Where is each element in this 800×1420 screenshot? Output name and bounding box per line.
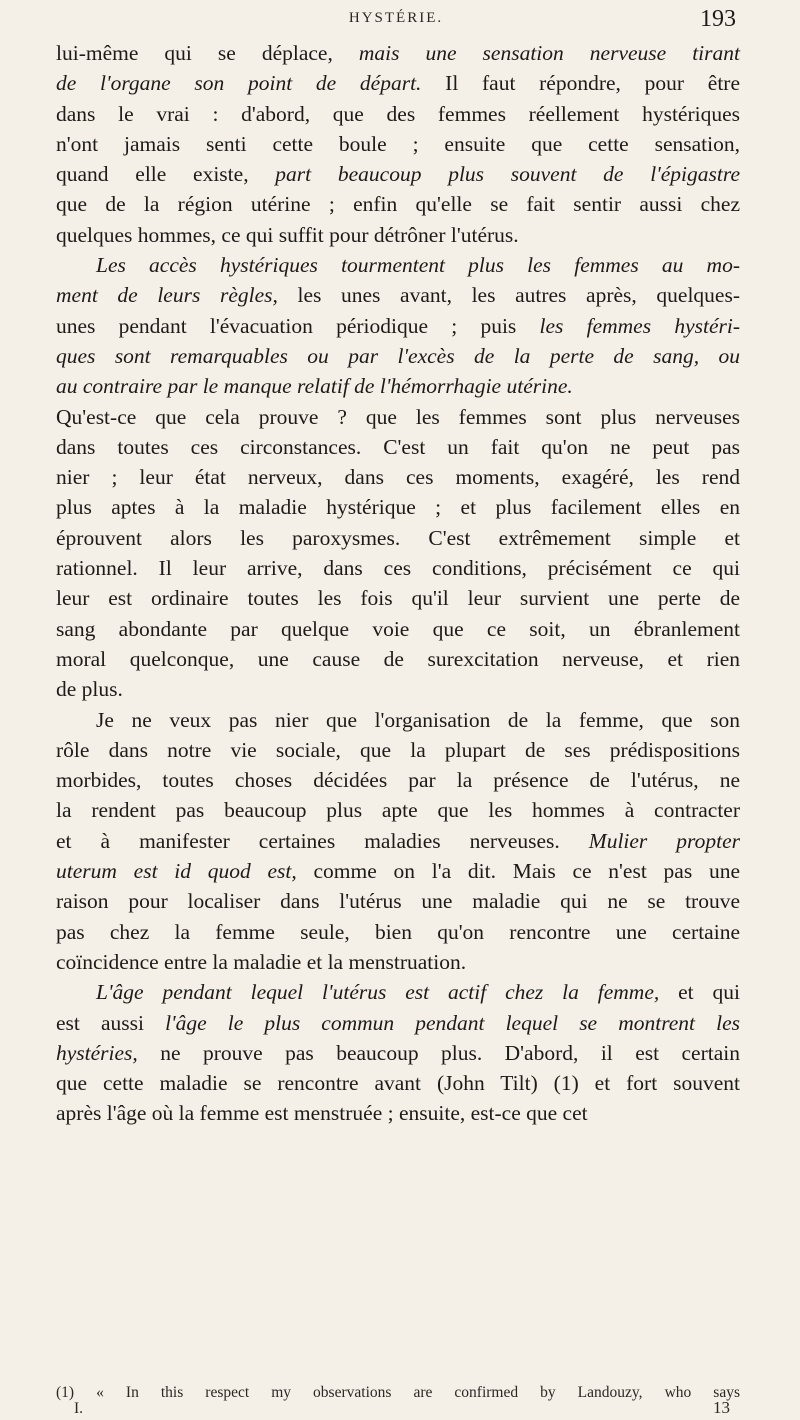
italic-text: uterum est id quod est, bbox=[56, 859, 297, 884]
text-run: et qui bbox=[659, 980, 740, 1005]
text-run: les unes avant, les autres après, quelques- bbox=[277, 283, 740, 308]
text-run bbox=[699, 344, 718, 368]
text-line bbox=[56, 311, 740, 341]
text-line bbox=[56, 99, 740, 129]
text-line bbox=[56, 159, 740, 189]
italic-text: de l'organe son point de départ. bbox=[56, 71, 422, 96]
text-line bbox=[56, 129, 740, 159]
text-line bbox=[56, 462, 740, 492]
text-run: rôle dans notre vie sociale, que la plupart de ses prédispositions bbox=[56, 737, 740, 762]
text-run: nier ; leur état nerveux, dans ces moments, exagéré, les rend bbox=[56, 465, 740, 490]
italic-text: mais une sensation nerveuse tirant bbox=[358, 41, 740, 65]
page-number: 193 bbox=[700, 6, 736, 32]
text-run: dans toutes ces circonstances. C'est un fait qu'on ne peut pas bbox=[56, 434, 740, 459]
italic-text: ques sont remarquables ou par l'excès de la perte de sang, bbox=[56, 343, 700, 368]
text-line bbox=[56, 189, 740, 219]
text-run: leur est ordinaire toutes les fois qu'il leur survient une perte de bbox=[56, 586, 740, 611]
text-line bbox=[56, 220, 740, 250]
body-text bbox=[56, 38, 740, 1129]
text-line bbox=[56, 886, 740, 916]
text-line bbox=[56, 371, 740, 401]
text-run: Qu'est-ce que cela prouve ? que les femmes sont plus nerveuses bbox=[56, 404, 740, 429]
text-run: dans le vrai : d'abord, que des femmes réellement hystériques bbox=[56, 101, 740, 126]
text-line bbox=[56, 614, 740, 644]
italic-text: Mulier propter bbox=[588, 828, 741, 853]
text-run: la rendent pas beaucoup plus apte que les hommes à contracter bbox=[56, 798, 740, 823]
text-run: sang abondante par quelque voie que ce soit, un ébranlement bbox=[56, 616, 740, 641]
text-run: quand elle existe, bbox=[56, 162, 276, 187]
text-line bbox=[56, 705, 740, 735]
text-run: lui-même qui se déplace, bbox=[56, 41, 359, 65]
text-run: après l'âge où la femme est menstruée ; ensuite, est-ce que cet bbox=[56, 1101, 588, 1126]
running-head bbox=[56, 6, 736, 36]
text-line bbox=[56, 38, 740, 68]
text-run: pas chez la femme seule, bien qu'on rencontre une certaine bbox=[56, 919, 740, 944]
italic-text: l'âge le plus commun pendant lequel se montrent les bbox=[165, 1010, 740, 1035]
text-line bbox=[56, 523, 740, 553]
text-run: moral quelconque, une cause de surexcitation nerveuse, et rien bbox=[56, 646, 740, 671]
text-run: Il faut répondre, pour être bbox=[421, 71, 740, 96]
text-line bbox=[56, 735, 740, 765]
text-line bbox=[56, 977, 740, 1007]
italic-text: les femmes hystéri- bbox=[539, 313, 740, 338]
text-line bbox=[56, 250, 740, 280]
text-line bbox=[56, 826, 740, 856]
italic-text: Les accès hystériques tourmentent plus les femmes au mo- bbox=[96, 253, 740, 278]
text-line bbox=[56, 1038, 740, 1068]
text-line bbox=[56, 674, 740, 704]
footnote: (1) « In this respect my observations are confirmed by Landouzy, who says bbox=[56, 1384, 740, 1401]
text-run: Je ne veux pas nier que l'organisation de la femme, que son bbox=[96, 707, 740, 732]
text-run: raison pour localiser dans l'utérus une maladie qui ne se trouve bbox=[56, 889, 740, 914]
text-line bbox=[56, 68, 740, 98]
text-run: morbides, toutes choses décidées par la présence de l'utérus, ne bbox=[56, 768, 740, 793]
italic-text: hystéries, bbox=[56, 1040, 138, 1065]
running-title: HYSTÉRIE. bbox=[348, 10, 444, 26]
text-line bbox=[56, 1098, 740, 1128]
text-line bbox=[56, 795, 740, 825]
text-run: comme on l'a dit. Mais ce n'est pas une bbox=[296, 859, 741, 884]
text-line bbox=[56, 1068, 740, 1098]
italic-text: L'âge pendant lequel l'utérus est actif chez la femme, bbox=[96, 980, 660, 1005]
text-run: éprouvent alors les paroxysmes. C'est extrêmement simple et bbox=[56, 525, 740, 550]
text-line bbox=[56, 341, 740, 371]
italic-text: au contraire par le manque relatif de l'hémorrhagie utérine. bbox=[56, 374, 573, 399]
text-run: que cette maladie se rencontre avant (John Tilt) (1) et fort souvent bbox=[56, 1071, 740, 1096]
text-line bbox=[56, 765, 740, 795]
text-run: unes pendant l'évacuation périodique ; puis bbox=[56, 313, 540, 338]
text-line bbox=[56, 553, 740, 583]
text-run: que de la région utérine ; enfin qu'elle se fait sentir aussi chez bbox=[56, 192, 740, 217]
text-run: plus aptes à la maladie hystérique ; et plus facilement elles en bbox=[56, 495, 740, 520]
text-line bbox=[56, 402, 740, 432]
text-line bbox=[56, 432, 740, 462]
text-line bbox=[56, 856, 740, 886]
text-run: rationnel. Il leur arrive, dans ces conditions, précisément ce qui bbox=[56, 556, 740, 581]
text-line bbox=[56, 1008, 740, 1038]
text-run: et à manifester certaines maladies nerveuses. bbox=[56, 828, 589, 853]
text-line bbox=[56, 644, 740, 674]
text-line bbox=[56, 583, 740, 613]
text-run: ne prouve pas beaucoup plus. D'abord, il est certain bbox=[137, 1040, 740, 1065]
text-run: coïncidence entre la maladie et la menstruation. bbox=[56, 949, 467, 974]
text-line bbox=[56, 492, 740, 522]
italic-text: ment de leurs règles, bbox=[56, 283, 278, 308]
signature-number: 13 bbox=[713, 1398, 730, 1417]
text-run: de plus. bbox=[56, 677, 123, 702]
text-run: n'ont jamais senti cette boule ; ensuite que cette sensation, bbox=[56, 131, 740, 156]
text-run: quelques hommes, ce qui suffit pour détrôner l'utérus. bbox=[56, 222, 519, 247]
italic-text: part beaucoup plus souvent de l'épigastre bbox=[275, 162, 740, 187]
signature-mark: I. bbox=[74, 1400, 84, 1417]
italic-text: ou bbox=[718, 343, 740, 368]
text-line bbox=[56, 280, 740, 310]
text-line bbox=[56, 917, 740, 947]
text-line bbox=[56, 947, 740, 977]
text-run: est aussi bbox=[56, 1010, 166, 1035]
signature-row bbox=[56, 1398, 740, 1420]
